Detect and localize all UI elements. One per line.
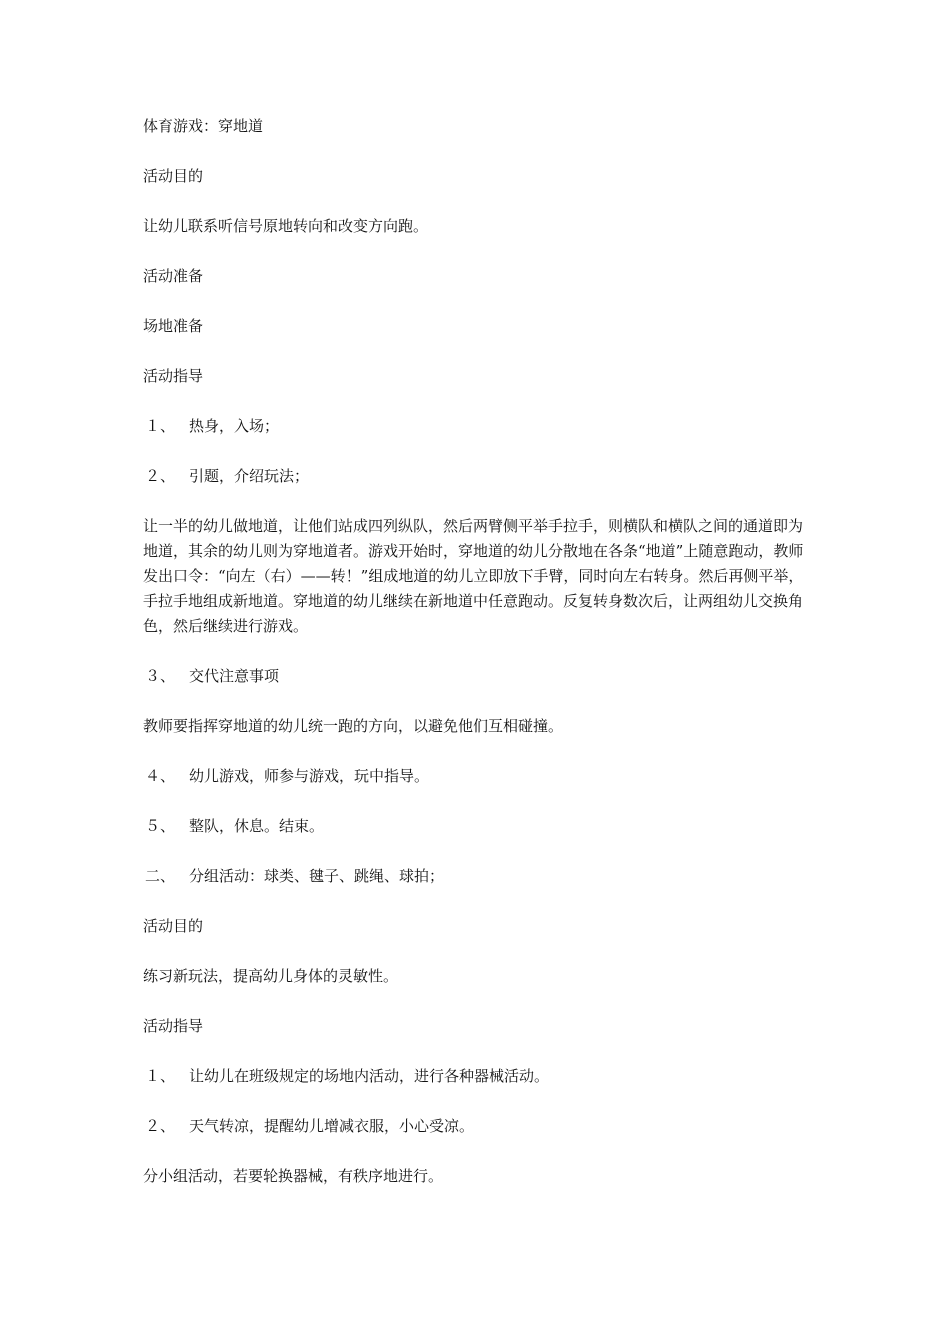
list-item	[143, 1064, 813, 1089]
list-item-number: ２、	[145, 1117, 176, 1135]
safety-text: 教师要指挥穿地道的幼儿统一跑的方向，以避免他们互相碰撞。	[143, 717, 564, 735]
section-heading-guidance-2: 活动指导	[143, 1017, 204, 1035]
list-item-text: 引题，介绍玩法；	[189, 467, 310, 485]
goal-text-2: 练习新玩法，提高幼儿身体的灵敏性。	[143, 967, 399, 985]
section-heading-guidance: 活动指导	[143, 367, 204, 385]
list-item-number: ４、	[145, 767, 176, 785]
rules-paragraph: 让一半的幼儿做地道，让他们站成四列纵队，然后两臂侧平举手拉手，则横队和横队之间的通道即为地道，其余的幼儿则为穿地道者。游戏开始时，穿地道的幼儿分散地在各条“地道”上随意跑动，教师发出口令：“向左（右）——转！”组成地道的幼儿立即放下手臂，同时向左右转身。然后再侧平举，手拉手地组成新地道。穿地道的幼儿继续在新地道中任意跑动。反复转身数次后，让两组幼儿交换角色，然后继续进行游戏。	[143, 517, 804, 635]
list-item-text: 整队，休息。结束。	[189, 817, 325, 835]
preparation-text: 场地准备	[143, 317, 204, 335]
section-heading-goal-2: 活动目的	[143, 917, 204, 935]
list-item	[143, 414, 813, 439]
goal-text: 让幼儿联系听信号原地转向和改变方向跑。	[143, 217, 429, 235]
closing-text: 分小组活动，若要轮换器械，有秩序地进行。	[143, 1167, 444, 1185]
list-item-text: 分组活动：球类、毽子、跳绳、球拍；	[189, 867, 445, 885]
list-item	[143, 664, 813, 689]
list-item-text: 天气转凉，提醒幼儿增减衣服，小心受凉。	[189, 1117, 475, 1135]
list-item	[143, 814, 813, 839]
list-item-text: 让幼儿在班级规定的场地内活动，进行各种器械活动。	[189, 1067, 550, 1085]
list-item-number: ２、	[145, 467, 176, 485]
list-item-text: 热身，入场；	[189, 417, 280, 435]
section-heading-goal: 活动目的	[143, 167, 204, 185]
list-item	[143, 464, 813, 489]
list-item-number: １、	[145, 417, 176, 435]
list-item	[143, 864, 813, 889]
list-item-text: 幼儿游戏，师参与游戏，玩中指导。	[189, 767, 430, 785]
list-item-number: ３、	[145, 667, 176, 685]
document-body	[143, 114, 813, 1214]
list-item-number: 二、	[145, 867, 176, 885]
list-item	[143, 1114, 813, 1139]
list-item	[143, 764, 813, 789]
list-item-text: 交代注意事项	[189, 667, 280, 685]
document-title: 体育游戏：穿地道	[143, 117, 264, 135]
section-heading-preparation: 活动准备	[143, 267, 204, 285]
list-item-number: １、	[145, 1067, 176, 1085]
list-item-number: ５、	[145, 817, 176, 835]
